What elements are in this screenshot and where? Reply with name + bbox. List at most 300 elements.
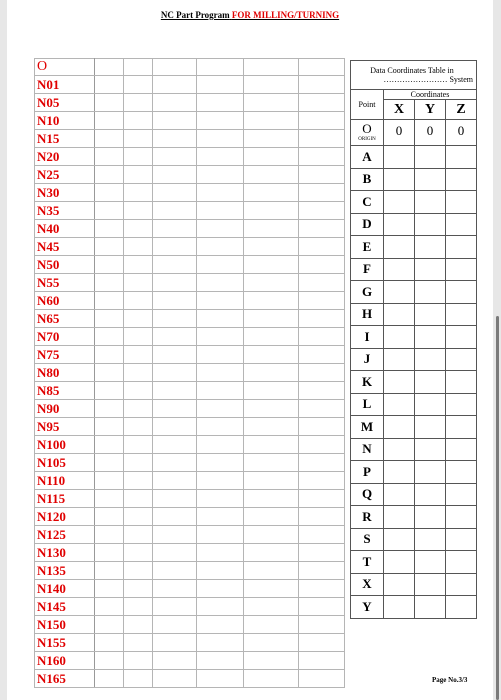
point-row (351, 506, 477, 529)
program-entry-cell (197, 400, 244, 418)
program-row (35, 436, 345, 454)
point-x-cell (384, 146, 415, 169)
program-entry-cell (244, 328, 299, 346)
program-entry-cell (197, 670, 244, 688)
program-entry-cell (197, 292, 244, 310)
point-label-cell: T (351, 551, 384, 574)
program-entry-cell (197, 59, 244, 76)
point-x-cell (384, 371, 415, 394)
block-number-cell: N70 (35, 328, 95, 346)
data-coordinates-table (350, 60, 477, 619)
point-row (351, 596, 477, 619)
program-entry-cell (153, 580, 197, 598)
block-number-cell: N50 (35, 256, 95, 274)
program-entry-cell (244, 580, 299, 598)
program-row (35, 184, 345, 202)
program-entry-cell (197, 256, 244, 274)
program-entry-cell (197, 112, 244, 130)
program-entry-cell (244, 59, 299, 76)
program-row (35, 580, 345, 598)
program-entry-cell (124, 346, 153, 364)
point-z-cell (446, 258, 477, 281)
block-number-cell: N140 (35, 580, 95, 598)
block-number-cell: N05 (35, 94, 95, 112)
document-page (7, 0, 493, 700)
point-z-cell (446, 281, 477, 304)
program-row (35, 202, 345, 220)
point-x-cell (384, 326, 415, 349)
point-x-cell (384, 483, 415, 506)
point-x-cell (384, 236, 415, 259)
program-entry-cell (197, 202, 244, 220)
program-entry-cell (153, 256, 197, 274)
program-row (35, 346, 345, 364)
program-row (35, 238, 345, 256)
program-entry-cell (197, 436, 244, 454)
program-entry-cell (124, 400, 153, 418)
block-number-cell: N10 (35, 112, 95, 130)
point-x-cell (384, 551, 415, 574)
program-entry-cell (95, 59, 124, 76)
program-entry-cell (197, 598, 244, 616)
point-label-cell: A (351, 146, 384, 169)
program-entry-cell (124, 328, 153, 346)
program-entry-cell (197, 472, 244, 490)
point-x-cell (384, 393, 415, 416)
program-entry-cell (153, 328, 197, 346)
program-entry-cell (299, 544, 345, 562)
point-z-cell (446, 506, 477, 529)
program-entry-cell (124, 418, 153, 436)
point-y-cell (415, 393, 446, 416)
program-entry-cell (244, 418, 299, 436)
point-row (351, 213, 477, 236)
coordinates-table-header: Data Coordinates Table in …………………… System (351, 61, 477, 90)
program-entry-cell (124, 544, 153, 562)
program-entry-cell (124, 148, 153, 166)
program-entry-cell (124, 76, 153, 94)
program-entry-cell (244, 616, 299, 634)
program-entry-cell (153, 652, 197, 670)
program-entry-cell (299, 490, 345, 508)
point-y-cell (415, 461, 446, 484)
point-z-cell (446, 438, 477, 461)
program-entry-cell (95, 418, 124, 436)
program-entry-cell (95, 526, 124, 544)
program-entry-cell (124, 508, 153, 526)
program-entry-cell (197, 76, 244, 94)
program-row (35, 94, 345, 112)
program-entry-cell (95, 184, 124, 202)
program-entry-cell (95, 436, 124, 454)
point-y-cell (415, 348, 446, 371)
program-entry-cell (197, 274, 244, 292)
program-entry-cell (153, 94, 197, 112)
program-entry-cell (153, 670, 197, 688)
program-row (35, 292, 345, 310)
point-label-cell: Q (351, 483, 384, 506)
point-label-cell: P (351, 461, 384, 484)
program-entry-cell (124, 202, 153, 220)
program-entry-cell (124, 436, 153, 454)
program-entry-cell (95, 130, 124, 148)
program-row (35, 382, 345, 400)
point-y-cell (415, 168, 446, 191)
point-row (351, 146, 477, 169)
program-row (35, 598, 345, 616)
program-entry-cell (244, 652, 299, 670)
program-entry-cell (244, 562, 299, 580)
block-number-cell: N165 (35, 670, 95, 688)
point-row (351, 371, 477, 394)
program-row (35, 472, 345, 490)
point-z-cell (446, 393, 477, 416)
program-entry-cell (153, 526, 197, 544)
program-entry-cell (197, 616, 244, 634)
point-x-cell (384, 438, 415, 461)
program-entry-cell (197, 490, 244, 508)
program-entry-cell (95, 274, 124, 292)
block-number-cell: N125 (35, 526, 95, 544)
point-y-cell (415, 258, 446, 281)
program-entry-cell (197, 508, 244, 526)
point-y-cell (415, 191, 446, 214)
program-entry-cell (299, 508, 345, 526)
program-entry-cell (153, 364, 197, 382)
origin-point-cell (351, 120, 384, 146)
point-row (351, 258, 477, 281)
point-z-cell (446, 303, 477, 326)
program-entry-cell (244, 670, 299, 688)
point-y-cell (415, 303, 446, 326)
program-entry-cell (124, 256, 153, 274)
point-label-cell: J (351, 348, 384, 371)
program-entry-cell (197, 346, 244, 364)
program-entry-cell (299, 670, 345, 688)
program-entry-cell (197, 328, 244, 346)
program-entry-cell (244, 346, 299, 364)
point-z-cell (446, 236, 477, 259)
program-entry-cell (95, 328, 124, 346)
program-entry-cell (299, 328, 345, 346)
program-entry-cell (124, 382, 153, 400)
program-row (35, 400, 345, 418)
program-entry-cell (95, 670, 124, 688)
program-entry-cell (124, 220, 153, 238)
program-entry-cell (124, 634, 153, 652)
program-row (35, 274, 345, 292)
program-row (35, 328, 345, 346)
program-entry-cell (124, 580, 153, 598)
program-entry-cell (153, 616, 197, 634)
point-z-cell (446, 528, 477, 551)
program-entry-cell (299, 238, 345, 256)
point-x-cell (384, 596, 415, 619)
block-number-cell: N115 (35, 490, 95, 508)
page-title (7, 10, 493, 20)
point-y-cell (415, 551, 446, 574)
program-entry-cell (244, 274, 299, 292)
program-entry-cell (153, 59, 197, 76)
program-entry-cell (95, 598, 124, 616)
program-entry-cell (153, 310, 197, 328)
program-entry-cell (299, 59, 345, 76)
block-number-cell: N95 (35, 418, 95, 436)
program-entry-cell (197, 364, 244, 382)
point-row (351, 303, 477, 326)
program-entry-cell (244, 382, 299, 400)
point-y-cell (415, 146, 446, 169)
block-number-cell: N150 (35, 616, 95, 634)
block-number-cell: N30 (35, 184, 95, 202)
program-entry-cell (124, 184, 153, 202)
block-number-cell: N105 (35, 454, 95, 472)
point-y-cell (415, 326, 446, 349)
point-y-cell (415, 371, 446, 394)
block-number-cell: N65 (35, 310, 95, 328)
point-y-cell (415, 236, 446, 259)
program-entry-cell (124, 166, 153, 184)
program-entry-cell (95, 616, 124, 634)
point-z-cell (446, 596, 477, 619)
program-entry-cell (124, 274, 153, 292)
point-x-cell (384, 168, 415, 191)
point-row (351, 438, 477, 461)
program-entry-cell (197, 148, 244, 166)
program-entry-cell (124, 59, 153, 76)
program-entry-cell (124, 472, 153, 490)
program-entry-cell (124, 310, 153, 328)
program-entry-cell (95, 220, 124, 238)
point-z-cell (446, 416, 477, 439)
origin-label: O (362, 121, 372, 136)
point-row (351, 236, 477, 259)
program-entry-cell (244, 256, 299, 274)
program-entry-cell (153, 562, 197, 580)
program-entry-cell (197, 580, 244, 598)
program-entry-cell (244, 364, 299, 382)
point-z-cell (446, 461, 477, 484)
block-number-cell: N155 (35, 634, 95, 652)
program-entry-cell (95, 580, 124, 598)
program-row (35, 670, 345, 688)
point-y-cell (415, 596, 446, 619)
block-number-cell: N100 (35, 436, 95, 454)
program-entry-cell (153, 76, 197, 94)
program-entry-cell (299, 256, 345, 274)
program-row (35, 256, 345, 274)
point-label-cell: M (351, 416, 384, 439)
program-row (35, 634, 345, 652)
program-entry-cell (95, 76, 124, 94)
program-entry-cell (299, 184, 345, 202)
program-entry-cell (244, 526, 299, 544)
program-entry-cell (153, 184, 197, 202)
program-entry-cell (95, 400, 124, 418)
point-label-cell: L (351, 393, 384, 416)
block-number-cell: N40 (35, 220, 95, 238)
point-y-cell (415, 213, 446, 236)
program-row (35, 616, 345, 634)
program-entry-cell (124, 94, 153, 112)
title-highlight: FOR MILLING/TURNING (231, 10, 340, 20)
program-entry-cell (299, 436, 345, 454)
program-entry-cell (197, 418, 244, 436)
program-entry-cell (95, 166, 124, 184)
program-entry-cell (244, 436, 299, 454)
point-row (351, 326, 477, 349)
program-entry-cell (124, 130, 153, 148)
program-entry-cell (95, 364, 124, 382)
block-number-cell: N60 (35, 292, 95, 310)
program-entry-cell (299, 472, 345, 490)
program-entry-cell (244, 166, 299, 184)
program-entry-cell (95, 202, 124, 220)
block-number-cell: N25 (35, 166, 95, 184)
program-entry-cell (197, 652, 244, 670)
point-x-cell (384, 416, 415, 439)
program-entry-cell (153, 544, 197, 562)
program-entry-cell (244, 130, 299, 148)
program-entry-cell (299, 346, 345, 364)
program-entry-cell (299, 292, 345, 310)
program-entry-cell (299, 562, 345, 580)
point-label-cell: R (351, 506, 384, 529)
point-y-cell (415, 528, 446, 551)
program-entry-cell (95, 148, 124, 166)
program-entry-cell (244, 94, 299, 112)
point-z-cell (446, 326, 477, 349)
program-entry-cell (299, 418, 345, 436)
program-entry-cell (95, 544, 124, 562)
program-entry-cell (244, 184, 299, 202)
title-main: NC Part Program (160, 10, 230, 20)
point-z-cell (446, 573, 477, 596)
program-entry-cell (244, 292, 299, 310)
program-entry-cell (124, 238, 153, 256)
program-entry-cell (95, 472, 124, 490)
program-entry-cell (299, 364, 345, 382)
program-entry-cell (124, 616, 153, 634)
program-row (35, 490, 345, 508)
program-entry-cell (197, 310, 244, 328)
point-z-cell (446, 168, 477, 191)
point-y-cell (415, 281, 446, 304)
point-row (351, 573, 477, 596)
point-y-cell (415, 506, 446, 529)
program-row (35, 220, 345, 238)
point-z-cell (446, 191, 477, 214)
point-y-cell (415, 438, 446, 461)
program-entry-cell (197, 238, 244, 256)
block-number-cell: N120 (35, 508, 95, 526)
program-entry-cell (95, 292, 124, 310)
point-label-cell: F (351, 258, 384, 281)
program-entry-cell (244, 148, 299, 166)
program-entry-cell (95, 238, 124, 256)
point-x-cell (384, 191, 415, 214)
point-x-cell (384, 348, 415, 371)
program-entry-cell (197, 184, 244, 202)
point-y-cell (415, 416, 446, 439)
point-row (351, 461, 477, 484)
point-label-cell: C (351, 191, 384, 214)
point-x-cell (384, 281, 415, 304)
program-entry-cell (153, 130, 197, 148)
origin-z-value: 0 (446, 120, 477, 146)
point-row (351, 528, 477, 551)
origin-y-value: 0 (415, 120, 446, 146)
block-number-cell: N135 (35, 562, 95, 580)
point-label-cell: B (351, 168, 384, 191)
point-row (351, 191, 477, 214)
point-label-cell: D (351, 213, 384, 236)
point-x-cell (384, 528, 415, 551)
program-entry-cell (299, 598, 345, 616)
program-entry-cell (299, 112, 345, 130)
program-entry-cell (197, 526, 244, 544)
program-row (35, 364, 345, 382)
program-entry-cell (244, 310, 299, 328)
program-entry-cell (299, 580, 345, 598)
program-entry-cell (95, 112, 124, 130)
point-label-cell: Y (351, 596, 384, 619)
program-entry-cell (299, 634, 345, 652)
program-entry-cell (197, 634, 244, 652)
program-row (35, 454, 345, 472)
point-column-header: Point (351, 90, 384, 120)
block-number-cell: N90 (35, 400, 95, 418)
program-entry-cell (244, 76, 299, 94)
block-number-cell: N160 (35, 652, 95, 670)
program-row (35, 418, 345, 436)
program-entry-cell (197, 94, 244, 112)
program-entry-cell (244, 220, 299, 238)
point-x-cell (384, 573, 415, 596)
program-entry-cell (124, 598, 153, 616)
vertical-scrollbar[interactable] (496, 316, 499, 700)
point-row (351, 348, 477, 371)
program-entry-cell (95, 382, 124, 400)
program-entry-cell (153, 292, 197, 310)
program-entry-cell (197, 454, 244, 472)
point-x-cell (384, 213, 415, 236)
block-number-cell: N35 (35, 202, 95, 220)
program-entry-cell (299, 76, 345, 94)
program-entry-cell (299, 220, 345, 238)
program-entry-cell (153, 436, 197, 454)
point-label-cell: G (351, 281, 384, 304)
program-entry-cell (124, 562, 153, 580)
program-entry-cell (124, 526, 153, 544)
program-entry-cell (124, 652, 153, 670)
program-entry-cell (153, 634, 197, 652)
point-label-cell: X (351, 573, 384, 596)
point-z-cell (446, 483, 477, 506)
program-entry-cell (153, 508, 197, 526)
point-label-cell: S (351, 528, 384, 551)
program-entry-cell (299, 400, 345, 418)
program-row (35, 526, 345, 544)
point-x-cell (384, 258, 415, 281)
block-number-cell: N85 (35, 382, 95, 400)
program-entry-cell (197, 562, 244, 580)
program-entry-cell (244, 598, 299, 616)
point-z-cell (446, 146, 477, 169)
origin-x-value: 0 (384, 120, 415, 146)
program-entry-cell (153, 238, 197, 256)
program-entry-cell (153, 490, 197, 508)
